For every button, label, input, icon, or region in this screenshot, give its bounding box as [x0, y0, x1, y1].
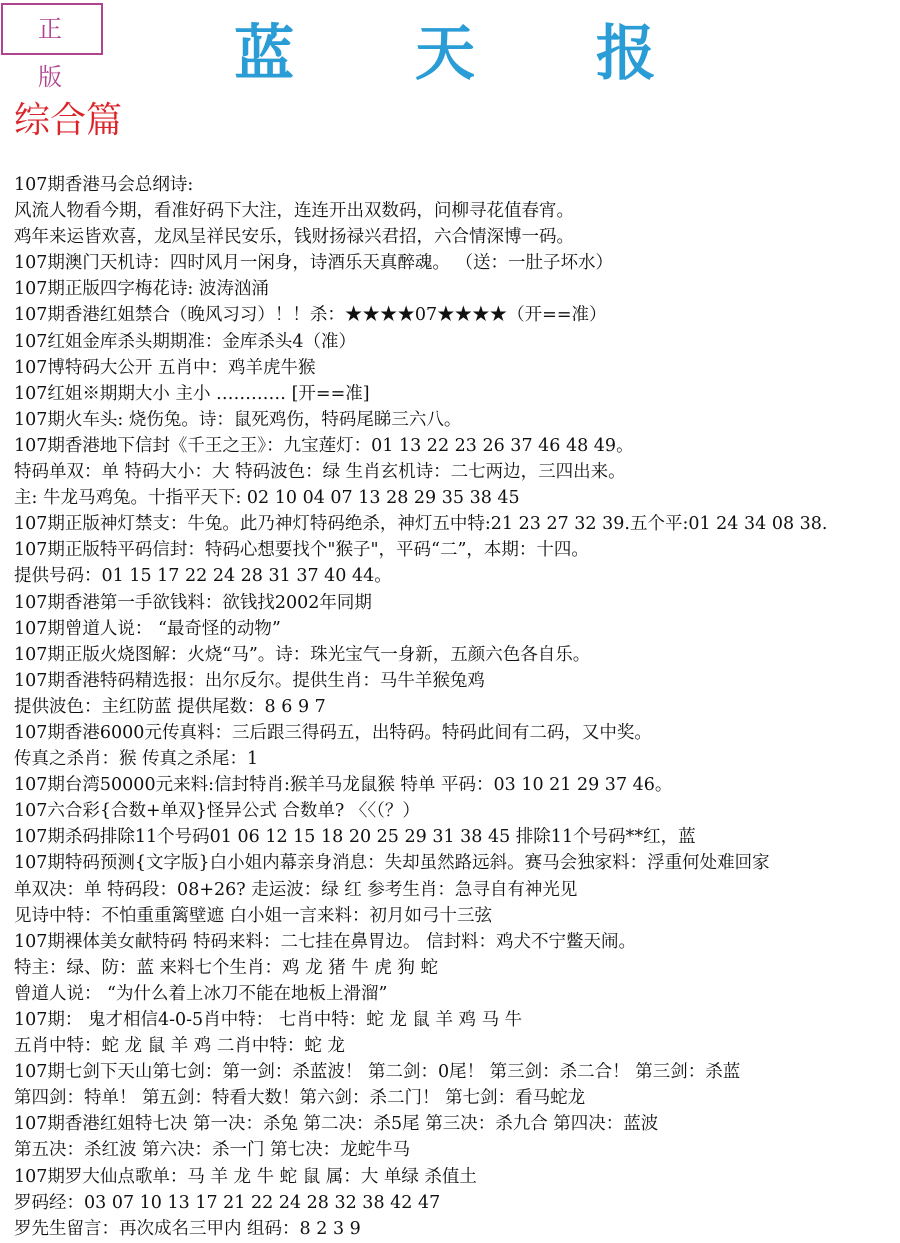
- text-line: 107期曾道人说： “最奇怪的动物”: [14, 618, 281, 639]
- text-line: 107期台湾50000元来料:信封特肖:猴羊马龙鼠猴 特单 平码：03 10 21 29 37 46。: [14, 775, 673, 796]
- text-line: 107期香港红姐特七决 第一决：杀兔 第二决：杀5尾 第三决：杀九合 第四决：蓝波: [14, 1114, 659, 1135]
- text-line: 五肖中特：蛇 龙 鼠 羊 鸡 二肖中特：蛇 龙: [14, 1036, 345, 1057]
- section-title: 综合篇: [14, 100, 123, 141]
- text-line: 107期香港6000元传真料：三后跟三得码五，出特码。特码此间有二码，又中奖。: [14, 722, 652, 743]
- text-line: 罗先生留言：再次成名三甲内 组码：8 2 3 9: [14, 1218, 361, 1239]
- text-line: 鸡年来运皆欢喜，龙凤呈祥民安乐，钱财扬禄兴君招，六合情深博一码。: [14, 227, 574, 248]
- text-line: 107期香港红姐禁合（晚风习习）！！杀：★★★★07★★★★（开==准）: [14, 305, 607, 326]
- article-body: [14, 172, 898, 1242]
- text-line: 107期香港特码精选报：出尔反尔。提供生肖：马牛羊猴兔鸡: [14, 670, 485, 691]
- text-line: 见诗中特：不怕重重篱壁遮 白小姐一言来料：初月如弓十三弦: [14, 905, 493, 926]
- text-line: 风流人物看今期，看准好码下大注，连连开出双数码，问柳寻花值春宵。: [14, 201, 574, 222]
- text-line: 第四剑：特单！ 第五剑：特看大数！第六剑：杀二门！ 第七剑：看马蛇龙: [14, 1088, 586, 1109]
- text-line: 107期七剑下天山第七剑：第一剑：杀蓝波！ 第二剑：0尾！ 第三剑：杀二合！ 第三剑：杀蓝: [14, 1062, 741, 1083]
- text-line: 107期正版四字梅花诗: 波涛汹涌: [14, 279, 269, 300]
- text-line: 曾道人说： “为什么着上冰刀不能在地板上滑溜”: [14, 983, 388, 1004]
- text-line: 107期香港马会总纲诗:: [14, 175, 194, 195]
- text-line: 107红姐金库杀头期期准：金库杀头4（准）: [14, 331, 357, 352]
- text-line: 罗码经：03 07 10 13 17 21 22 24 28 32 38 42 47: [14, 1192, 441, 1213]
- text-line: 107期香港地下信封《千王之王》：九宝莲灯：01 13 22 23 26 37 46 48 49。: [14, 435, 634, 456]
- text-line: 107红姐※期期大小 主小 ………… [开==准]: [14, 383, 370, 404]
- text-line: 传真之杀肖：猴 传真之杀尾：1: [14, 749, 259, 770]
- text-line: 107期杀码排除11个号码01 06 12 15 18 20 25 29 31 38 45 排除11个号码**红，蓝: [14, 827, 696, 848]
- text-line: 107期正版神灯禁支：牛兔。此乃神灯特码绝杀，神灯五中特:21 23 27 32 39.五个平:01 24 34 08 38.: [14, 514, 828, 535]
- text-line: 107期香港第一手欲钱料：欲钱找2002年同期: [14, 592, 372, 613]
- text-line: 特码单双：单 特码大小：大 特码波色：绿 生肖玄机诗：二七两边，三四出来。: [14, 462, 626, 483]
- text-line: 特主：绿、防：蓝 来料七个生肖：鸡 龙 猪 牛 虎 狗 蛇: [14, 957, 438, 978]
- text-line: 107期澳门天机诗：四时风月一闲身，诗酒乐天真醉魂。 （送：一肚子坏水）: [14, 253, 613, 274]
- text-line: 提供号码：01 15 17 22 24 28 31 37 40 44。: [14, 566, 392, 587]
- text-line: 第五决：杀红波 第六决：杀一门 第七决：龙蛇牛马: [14, 1140, 411, 1161]
- text-line: 107期： 鬼才相信4-0-5肖中特： 七肖中特：蛇 龙 鼠 羊 鸡 马 牛: [14, 1010, 523, 1030]
- text-line: 107期裸体美女献特码 特码来料：二七挂在鼻胃边。 信封料：鸡犬不宁鳖天闹。: [14, 931, 637, 952]
- edition-badge: 正 版: [1, 3, 103, 55]
- text-line: 主: 牛龙马鸡兔。十指平天下: 02 10 04 07 13 28 29 35 38 45: [14, 488, 520, 509]
- newspaper-title: 蓝 天 报: [234, 19, 706, 89]
- text-line: 107期正版特平码信封：特码心想要找个"猴子"，平码“二”，本期：十四。: [14, 540, 589, 561]
- text-line: 107博特码大公开 五肖中：鸡羊虎牛猴: [14, 357, 316, 378]
- text-line: 单双决：单 特码段：08+26? 走运波：绿 红 参考生肖：急寻自有神光见: [14, 879, 578, 900]
- text-line: 107期正版火烧图解：火烧“马”。诗：珠光宝气一身新，五颜六色各自乐。: [14, 644, 591, 665]
- text-line: 107期特码预测{文字版}白小姐内幕亲身消息：失却虽然路远斜。赛马会独家料：浮重何处难回家: [14, 853, 770, 874]
- text-line: 107六合彩{合数+单双}怪异公式 合数单? 〈〈（？）: [14, 801, 420, 822]
- text-line: 提供波色：主红防蓝 提供尾数：8 6 9 7: [14, 696, 326, 717]
- text-line: 107期罗大仙点歌单：马 羊 龙 牛 蛇 鼠 属：大 单绿 杀值土: [14, 1166, 477, 1187]
- text-line: 107期火车头: 烧伤兔。诗：鼠死鸡伤，特码尾睇三六八。: [14, 409, 462, 430]
